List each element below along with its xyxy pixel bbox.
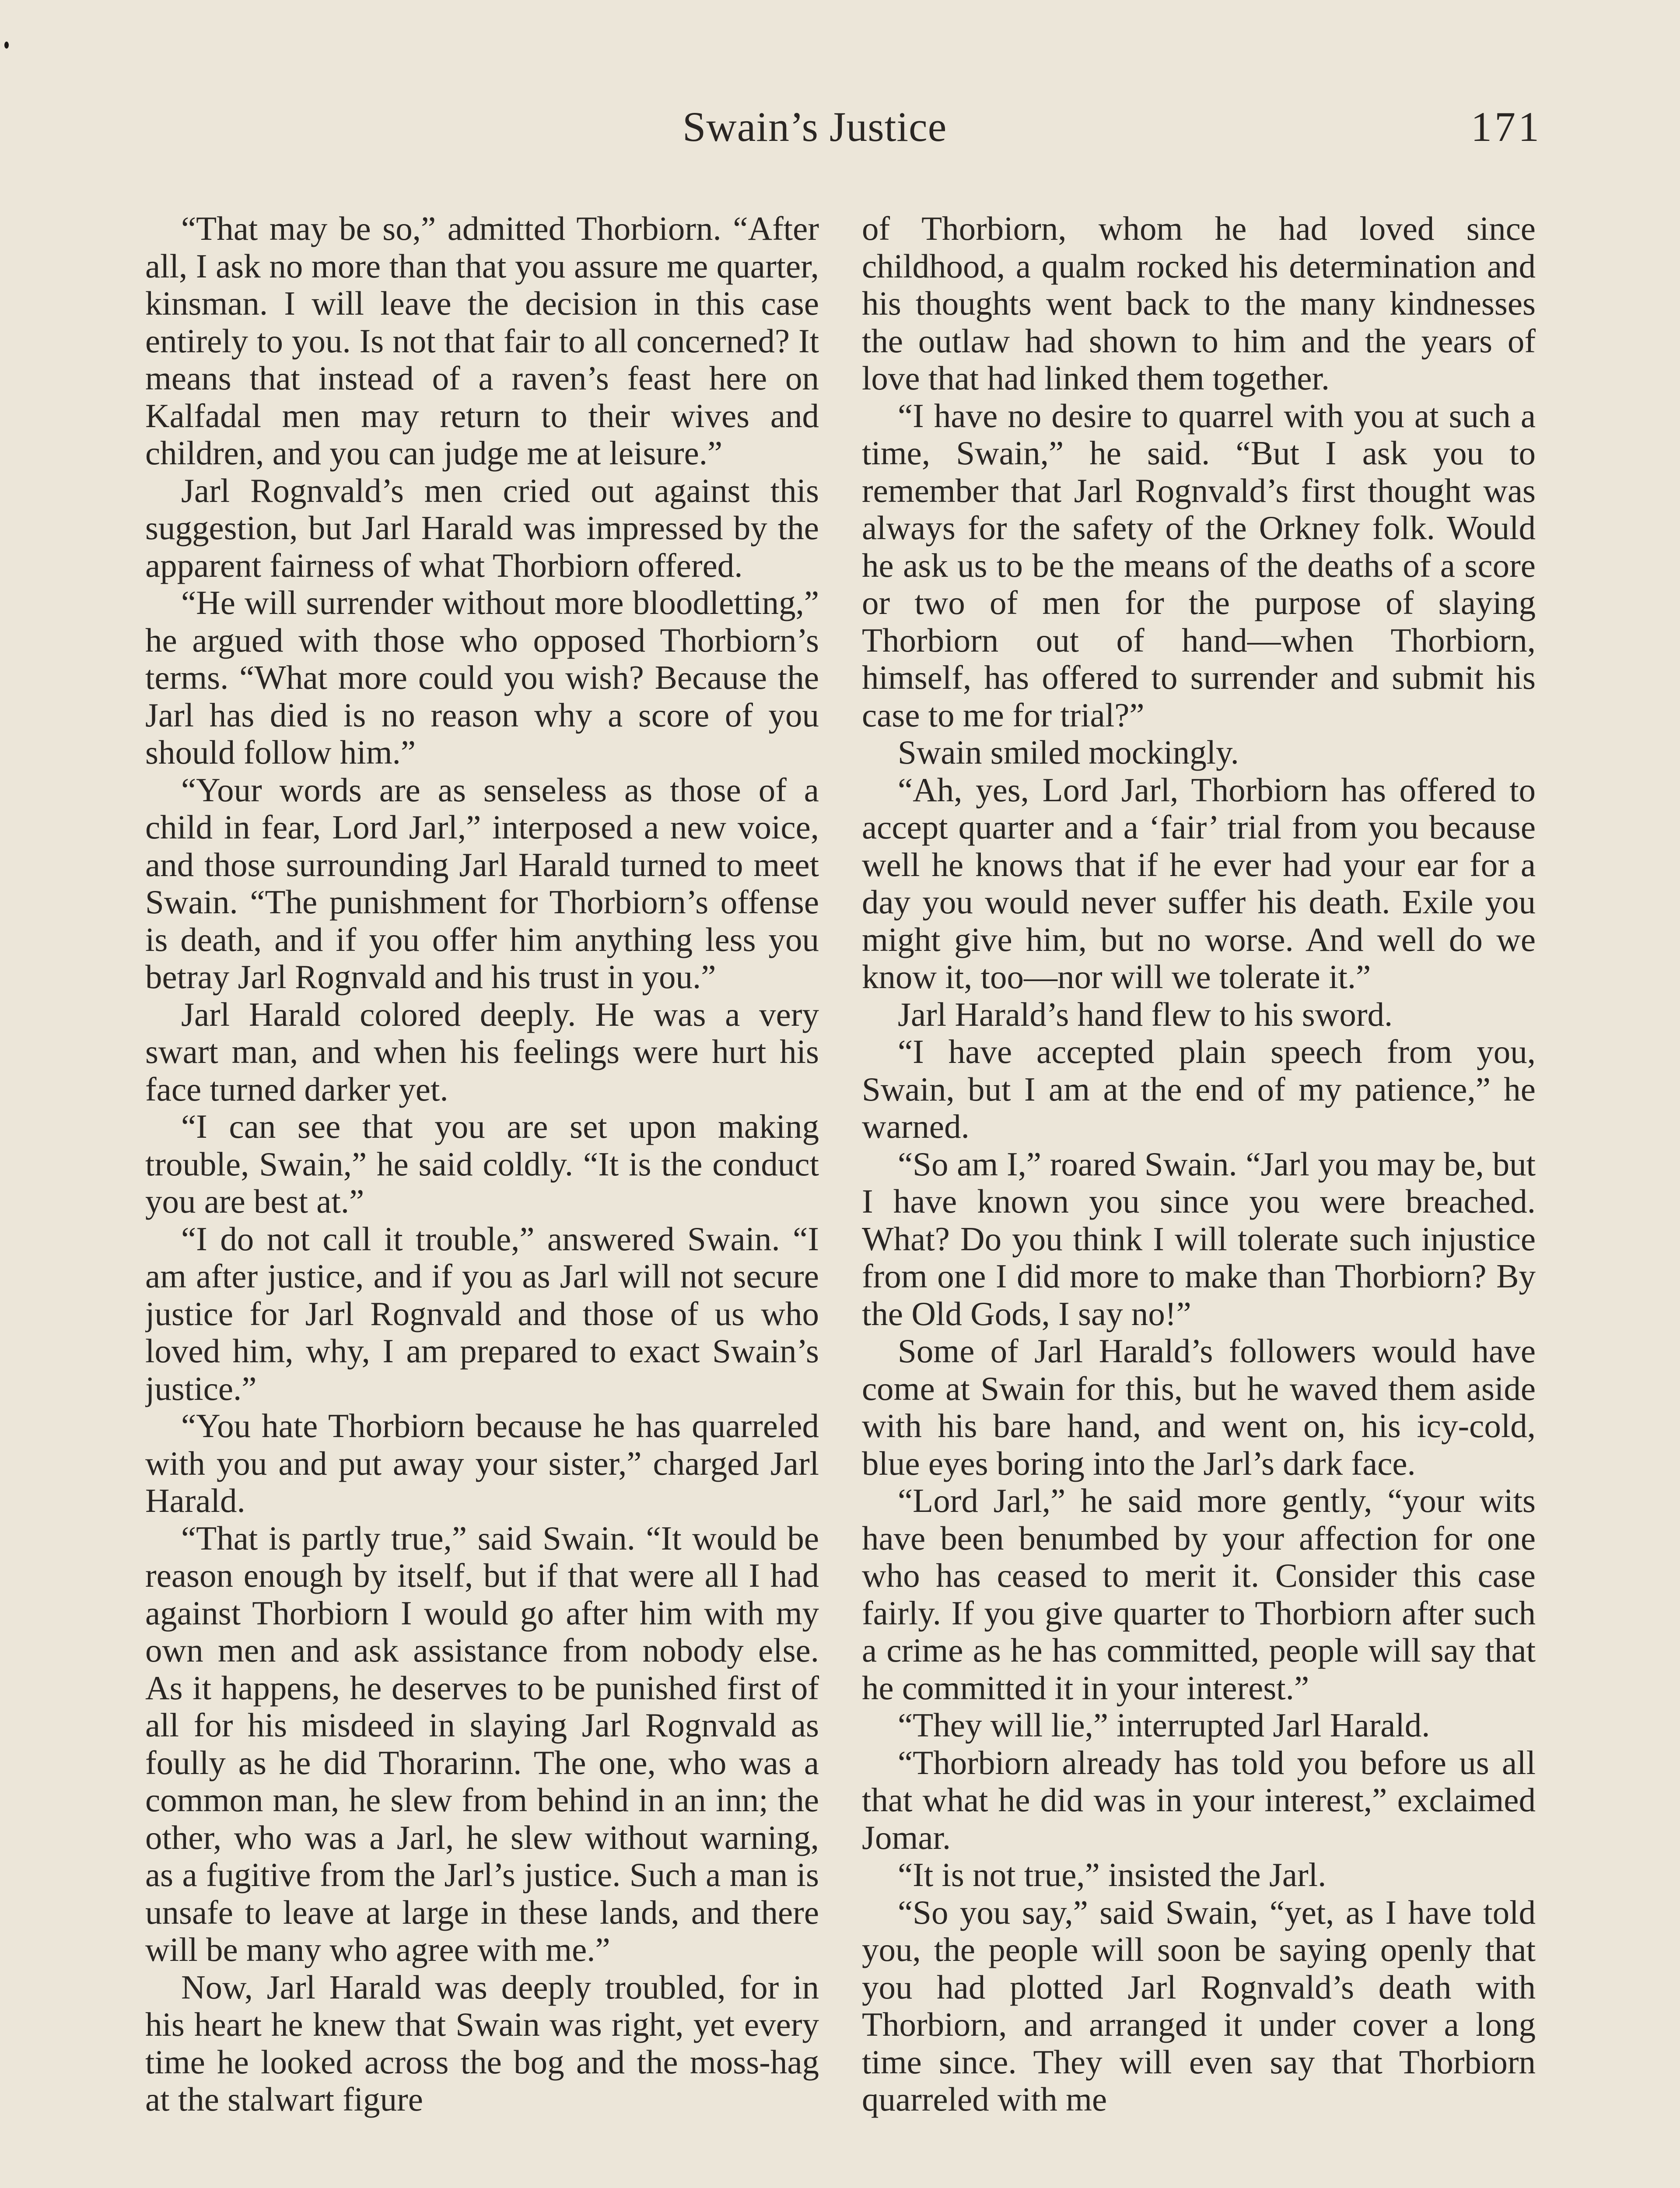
paragraph: “I have no desire to quarrel with you at such a time, Swain,” he said. “But I ask you to remember that Jarl Rognvald’s first thought was always for the safety of the Orkney folk. Would he ask us to be the means of the deaths of a score or two of men for the purpose of slaying Thorbiorn out of hand—when Thorbiorn, himself, has offered to surrender and submit his case to me for trial?” [862, 396, 1536, 734]
paragraph: Now, Jarl Harald was deeply troubled, for in his heart he knew that Swain was right, yet every time he looked across the bog and the moss-hag at the stalwart figure [145, 1968, 819, 2118]
paragraph: Jarl Harald colored deeply. He was a very swart man, and when his feelings were hurt his face turned darker yet. [145, 995, 819, 1108]
page-number: 171 [1471, 103, 1542, 150]
paragraph: “You hate Thorbiorn because he has quarreled with you and put away your sister,” charged Jarl Harald. [145, 1407, 819, 1519]
paragraph: “It is not true,” insisted the Jarl. [898, 1856, 1326, 1893]
paragraph: “Lord Jarl,” he said more gently, “your wits have been benumbed by your affection for one who has ceased to merit it. Consider this case fairly. If you give quarter to Thorbiorn after such a crime as he has committed, people will say that he committed it in your interest.” [862, 1482, 1536, 1707]
paragraph: “I do not call it trouble,” answered Swain. “I am after justice, and if you as Jarl will not secure justice for Jarl Rognvald and those of us who loved him, why, I am prepared to exact Swain’s justice.” [145, 1220, 819, 1407]
paragraph: Jarl Rognvald’s men cried out against this suggestion, but Jarl Harald was impressed by the apparent fairness of what Thorbiorn offered. [145, 471, 819, 584]
paragraph: Jarl Harald’s hand flew to his sword. [898, 995, 1393, 1033]
running-head-title: Swain’s Justice [682, 103, 947, 150]
paragraph: “So am I,” roared Swain. “Jarl you may be, but I have known you since you were breached. What? Do you think I will tolerate such injustice from one I did more to make than Thorbiorn? By the Old Gods, I say no!” [862, 1145, 1536, 1332]
paragraph: “Your words are as senseless as those of a child in fear, Lord Jarl,” interposed a new voice, and those surrounding Jarl Harald turned to meet Swain. “The punishment for Thorbiorn’s offense is death, and if you offer him anything less you betray Jarl Rognvald and his trust in you.” [145, 771, 819, 996]
paragraph: “Thorbiorn already has told you before us all that what he did was in your interest,” exclaimed Jomar. [862, 1743, 1536, 1856]
paragraph: “I have accepted plain speech from you, Swain, but I am at the end of my patience,” he warned. [862, 1033, 1536, 1145]
paragraph: “That may be so,” admitted Thorbiorn. “After all, I ask no more than that you assure me quarter, kinsman. I will leave the decision in this case entirely to you. Is not that fair to all concerned? It means that instead of a raven’s feast here on Kalfadal men may return to their wives and children, and you can judge me at leisure.” [145, 210, 819, 472]
paragraph: Swain smiled mockingly. [898, 733, 1239, 771]
paragraph: “I can see that you are set upon making trouble, Swain,” he said coldly. “It is the conduct you are best at.” [145, 1108, 819, 1220]
paragraph: “So you say,” said Swain, “yet, as I have told you, the people will soon be saying openly that you had plotted Jarl Rognvald’s death with Thorbiorn, and arranged it under cover a long time since. They will even say that Thorbiorn quarreled with me [862, 1893, 1536, 2118]
paragraph: “Ah, yes, Lord Jarl, Thorbiorn has offered to accept quarter and a ‘fair’ trial from you because well he knows that if he ever had your ear for a day you would never suffer his death. Exile you might give him, but no worse. And well do we know it, too—nor will we tolerate it.” [862, 771, 1536, 996]
paragraph: “They will lie,” interrupted Jarl Harald. [898, 1706, 1430, 1744]
paragraph-continued: of Thorbiorn, whom he had loved since childhood, a qualm rocked his determination and his thoughts went back to the many kindnesses the outlaw had shown to him and the years of love that had linked them together. [862, 210, 1536, 397]
paragraph: Some of Jarl Harald’s followers would have come at Swain for this, but he waved them aside with his bare hand, and went on, his icy-cold, blue eyes boring into the Jarl’s dark face. [862, 1332, 1536, 1482]
right-text-column [862, 210, 1536, 2188]
paragraph: “He will surrender without more bloodletting,” he argued with those who opposed Thorbiorn’s terms. “What more could you wish? Because the Jarl has died is no reason why a score of you should follow him.” [145, 584, 819, 771]
ink-speck [4, 42, 9, 49]
paragraph: “That is partly true,” said Swain. “It would be reason enough by itself, but if that were all I had against Thorbiorn I would go after him with my own men and ask assistance from nobody else. As it happens, he deserves to be punished first of all for his misdeed in slaying Jarl Rognvald as foully as he did Thorarinn. The one, who was a common man, he slew from behind in an inn; the other, who was a Jarl, he slew without warning, as a fugitive from the Jarl’s justice. Such a man is unsafe to leave at large in these lands, and there will be many who agree with me.” [145, 1519, 819, 1968]
left-text-column [145, 210, 819, 2188]
